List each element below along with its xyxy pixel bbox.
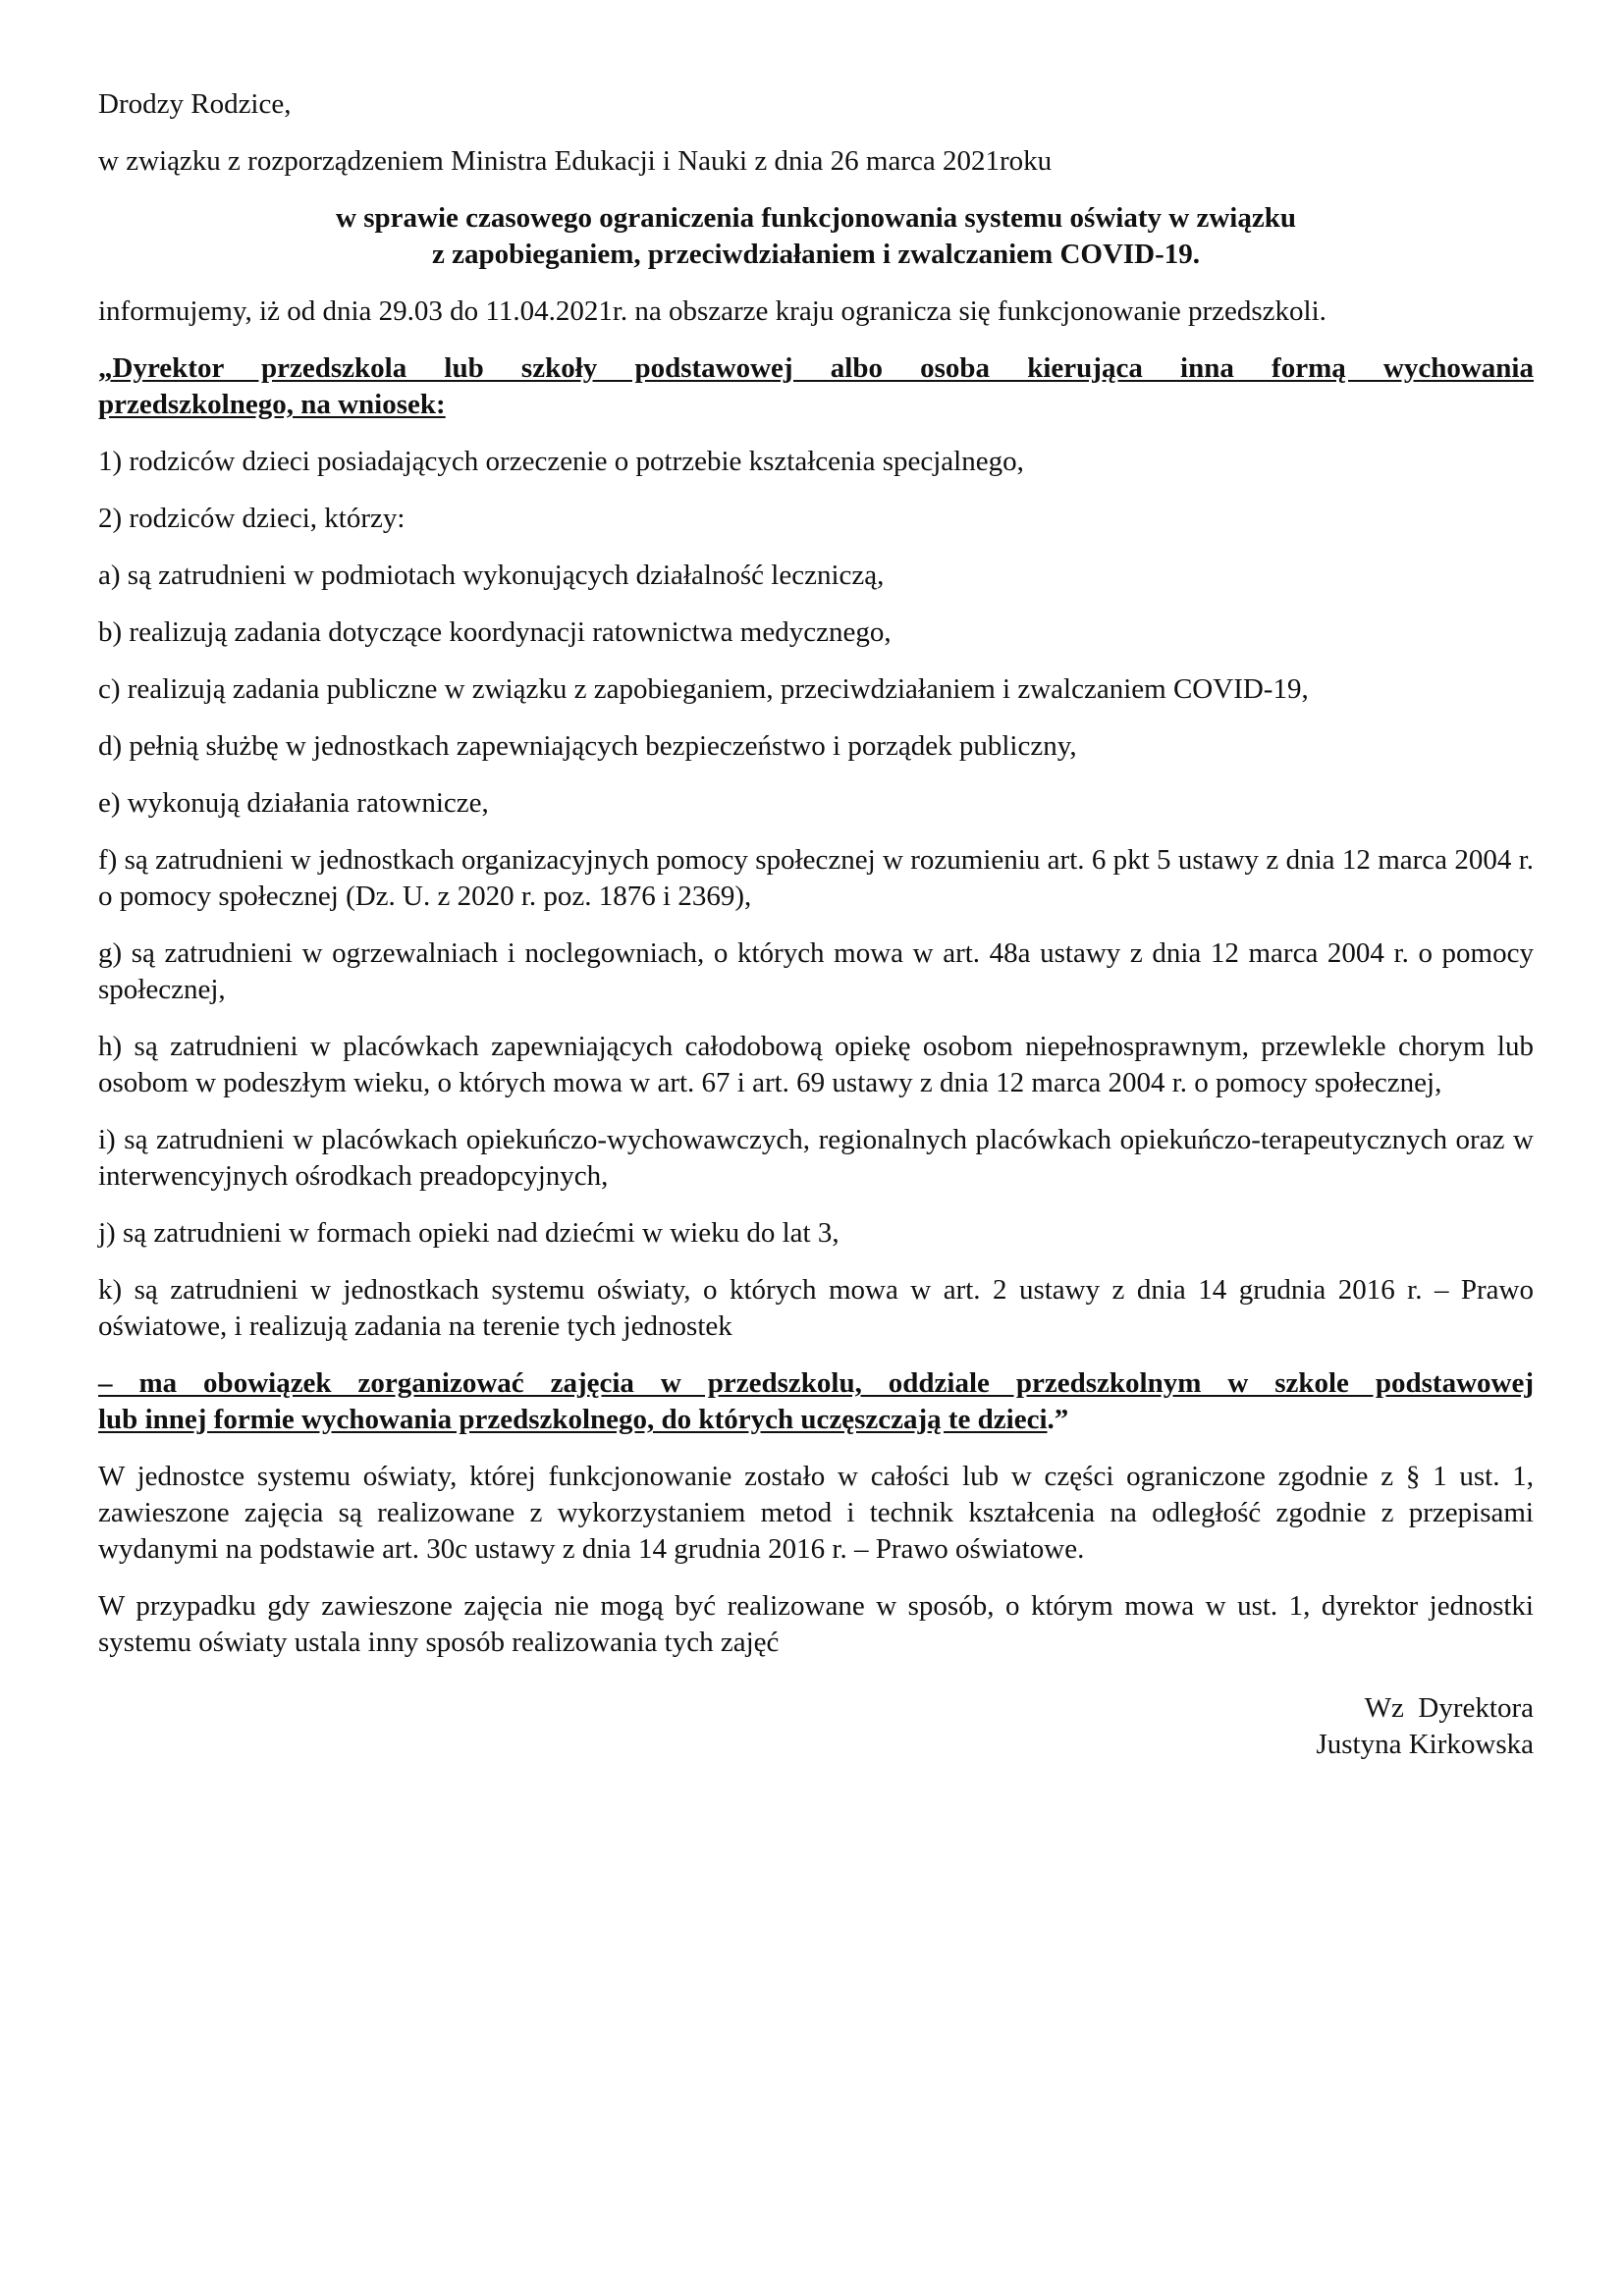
list-item: b) realizują zadania dotyczące koordynacji ratownictwa medycznego, [98, 616, 892, 648]
list-item: j) są zatrudnieni w formach opieki nad dziećmi w wieku do lat 3, [98, 1217, 839, 1249]
signature-name: Justyna Kirkowska [1316, 1729, 1534, 1760]
list-item: i) są zatrudnieni w placówkach opiekuńczo-wychowawczych, regionalnych placówkach opiekuńczo-terapeutycznych oraz w interwencyjnych ośrodkach preadopcyjnych, [98, 1124, 1534, 1192]
list-item: h) są zatrudnieni w placówkach zapewniających całodobową opiekę osobom niepełnosprawnym, przewlekle chorym lub osobom w podeszłym wieku, o których mowa w art. 67 i art. 69 ustawy z dnia 12 marca 2004 r. o pomocy społecznej, [98, 1031, 1534, 1098]
obligation-end: .” [1047, 1404, 1069, 1435]
regulation-title [98, 200, 1534, 273]
list-item: e) wykonują działania ratownicze, [98, 787, 489, 819]
list-item: d) pełnią służbę w jednostkach zapewniających bezpieczeństwo i porządek publiczny, [98, 730, 1077, 762]
signature [98, 1690, 1534, 1763]
regulation-title-line-1: w sprawie czasowego ograniczenia funkcjonowania systemu oświaty w związku [336, 202, 1296, 234]
letter-page [98, 86, 1534, 1763]
other-method-paragraph: W przypadku gdy zawieszone zajęcia nie mogą być realizowane w sposób, o którym mowa w ust. 1, dyrektor jednostki systemu oświaty ustala inny sposób realizowania tych zajęć [98, 1590, 1534, 1658]
signature-role: Wz Dyrektora [1364, 1692, 1534, 1724]
intro-text: w związku z rozporządzeniem Ministra Edukacji i Nauki z dnia 26 marca 2021roku [98, 145, 1053, 177]
regulation-title-line-2: z zapobieganiem, przeciwdziałaniem i zwalczaniem COVID-19. [431, 239, 1201, 270]
list-item: a) są zatrudnieni w podmiotach wykonujących działalność leczniczą, [98, 560, 885, 591]
remote-learning-paragraph: W jednostce systemu oświaty, której funkcjonowanie zostało w całości lub w części ograniczone zgodnie z § 1 ust. 1, zawieszone zajęcia są realizowane z wykorzystaniem metod i technik kształcenia na odległość zgodnie z przepisami wydanymi na podstawie art. 30c ustawy z dnia 14 grudnia 2016 r. – Prawo oświatowe. [98, 1461, 1534, 1565]
list-item: 2) rodziców dzieci, którzy: [98, 503, 406, 534]
list-item: g) są zatrudnieni w ogrzewalniach i noclegowniach, o których mowa w art. 48a ustawy z dnia 12 marca 2004 r. o pomocy społecznej, [98, 937, 1534, 1005]
obligation-statement [98, 1365, 1534, 1438]
list-item: c) realizują zadania publiczne w związku z zapobieganiem, przeciwdziałaniem i zwalczaniem COVID-19, [98, 673, 1309, 705]
list-item: k) są zatrudnieni w jednostkach systemu oświaty, o których mowa w art. 2 ustawy z dnia 14 grudnia 2016 r. – Prawo oświatowe, i realizują zadania na terenie tych jednostek [98, 1274, 1534, 1342]
list-item: f) są zatrudnieni w jednostkach organizacyjnych pomocy społecznej w rozumieniu art. 6 pkt 5 ustawy z dnia 12 marca 2004 r. o pomocy społecznej (Dz. U. z 2020 r. poz. 1876 i 2369), [98, 844, 1534, 912]
list-item: 1) rodziców dzieci posiadających orzeczenie o potrzebie kształcenia specjalnego, [98, 446, 1024, 477]
greeting: Drodzy Rodzice, [98, 88, 292, 120]
quote-heading-line-2: przedszkolnego, na wniosek: [98, 389, 446, 420]
info-text: informujemy, iż od dnia 29.03 do 11.04.2021r. na obszarze kraju ogranicza się funkcjonowanie przedszkoli. [98, 295, 1326, 327]
obligation-line-1: – ma obowiązek zorganizować zajęcia w przedszkolu, oddziale przedszkolnym w szkole podstawowej [98, 1367, 1534, 1399]
quote-heading-line-1: „Dyrektor przedszkola lub szkoły podstawowej albo osoba kierująca inna formą wychowania [98, 352, 1534, 384]
obligation-line-2: lub innej formie wychowania przedszkolnego, do których uczęszczają te dzieci [98, 1404, 1048, 1435]
quote-heading [98, 350, 1534, 423]
eligibility-list [98, 444, 1534, 1345]
